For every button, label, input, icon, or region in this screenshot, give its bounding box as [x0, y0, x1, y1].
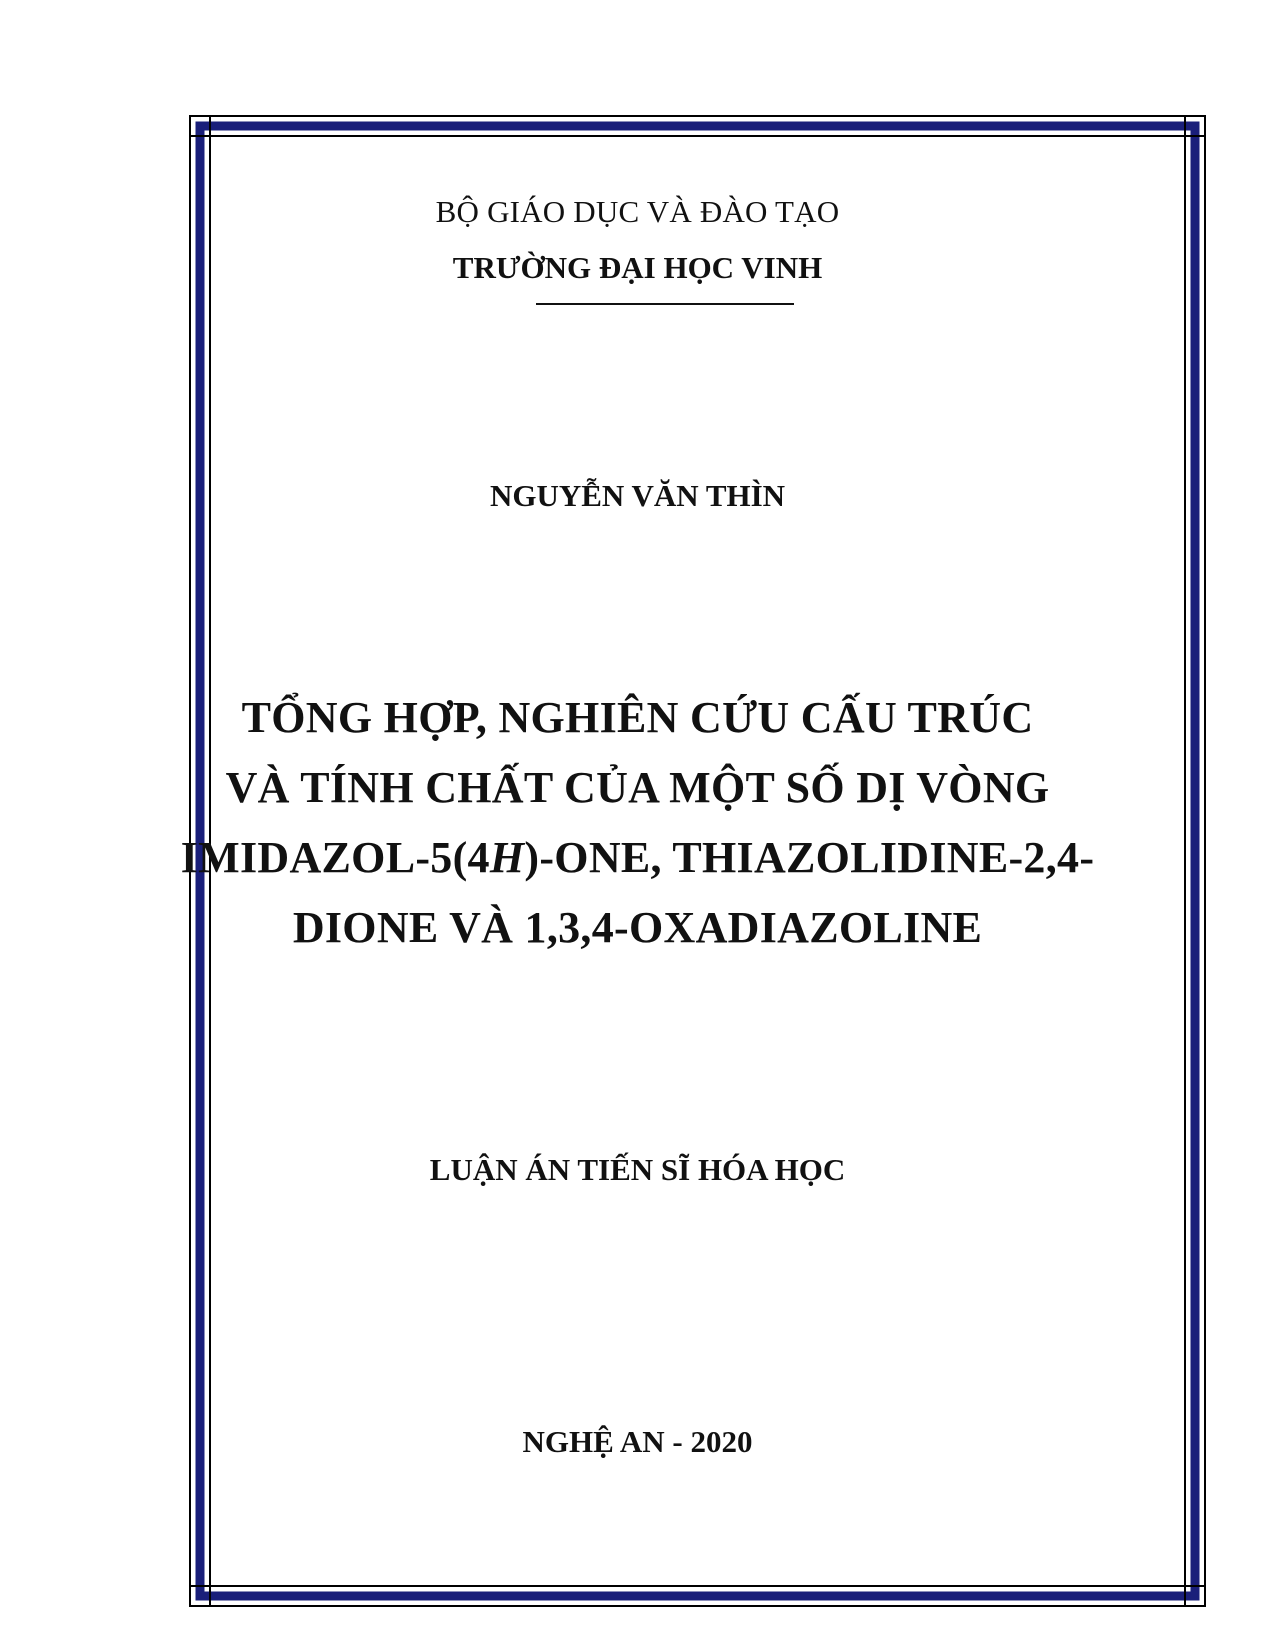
- thesis-title-line-2: VÀ TÍNH CHẤT CỦA MỘT SỐ DỊ VÒNG: [225, 763, 1050, 812]
- author-name: NGUYỄN VĂN THÌN: [489, 478, 786, 513]
- header-divider: [536, 303, 794, 305]
- degree-label: LUẬN ÁN TIẾN SĨ HÓA HỌC: [429, 1152, 846, 1187]
- title-line-3-start: IMIDAZOL-5(4: [180, 833, 490, 882]
- thesis-title-line-4: DIONE VÀ 1,3,4-OXADIAZOLINE: [292, 903, 983, 952]
- title-line-3-end: )-ONE, THIAZOLIDINE-2,4-: [524, 833, 1095, 882]
- title-line-3-italic: H: [489, 833, 525, 882]
- thesis-title-line-3: [0, 832, 1275, 883]
- place-year: NGHỆ AN - 2020: [522, 1424, 753, 1459]
- thesis-title-line-1: TỔNG HỢP, NGHIÊN CỨU CẤU TRÚC: [241, 693, 1034, 742]
- university-name: TRƯỜNG ĐẠI HỌC VINH: [452, 250, 823, 285]
- ministry-name: BỘ GIÁO DỤC VÀ ĐÀO TẠO: [435, 194, 840, 229]
